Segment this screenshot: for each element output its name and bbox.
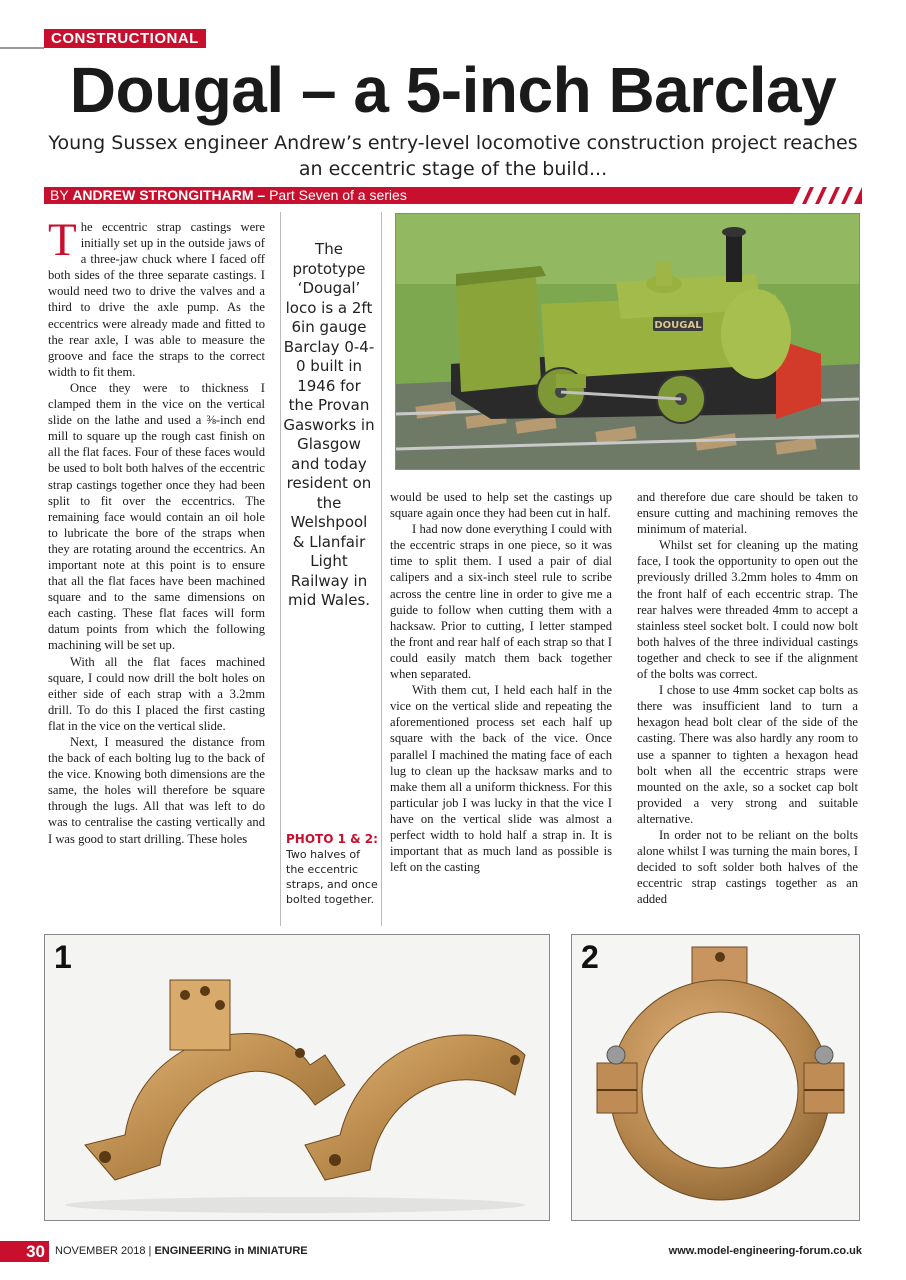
section-tag: CONSTRUCTIONAL: [44, 29, 206, 48]
locomotive-illustration: [396, 214, 859, 469]
bolted-eccentric-strap-illustration: [572, 935, 859, 1220]
paragraph: In order not to be reliant on the bolts alone whilst I was turning the main bores, I decided to soft solder both halves of the eccentric strap castings together as an added: [637, 827, 858, 907]
column-divider: [381, 212, 382, 926]
paragraph: would be used to help set the castings up square again once they had been cut in half.: [390, 490, 612, 521]
paragraph: Next, I measured the distance from the back of each bolting lug to the back of the vice. Knowing both dimensions are the same, the holes will therefore be square through the lugs. All that was left to do was to centralise the casting vertically and I was good to start drilling. These holes: [48, 735, 265, 846]
article-column-3: [637, 489, 858, 907]
footer-website: www.model-engineering-forum.co.uk: [668, 1245, 862, 1257]
eccentric-strap-halves-illustration: [45, 935, 549, 1220]
paragraph: Whilst set for cleaning up the mating face, I took the opportunity to open out the previously drilled 3.2mm holes to 4mm on the front half of each eccentric strap. The rear halves were threaded 4mm to accept a stainless steel socket bolt. I could now bolt both halves of the three individual castings together and check to see if the alignment of the bolts was correct.: [637, 538, 858, 682]
column-divider: [280, 212, 281, 926]
photo-number: 1: [54, 939, 72, 975]
paragraph: Once they were to thickness I clamped them in the vice on the vertical slide on the lathe and used a ⅜-inch end mill to square up the rough cast finish on all the flat faces. Four of these faces would be used to bolt both halves of the eccentric strap castings together once they had been split to fit over the eccentrics. The remaining face would contain an oil hole to lubricate the bore of the straps when they are rotating around the eccentrics. An important note at this point is to ensure that all the flat faces have been machined square and to the same dimensions on each casting. These flat faces will form datum points from which the following machining will be set up.: [48, 380, 265, 653]
paragraph: The eccentric strap castings were initially set up in the outside jaws of a three-jaw chuck where I faced off both sides of the three separate castings. I would need two to drive the valves and a third to drive the axle pump. As the eccentrics were already made and fitted to the rear axle, I was able to measure the groove and face the straps to the correct width to fit them.: [48, 214, 265, 379]
photo-1: [44, 934, 550, 1221]
decorative-stripes: [797, 187, 858, 204]
page-footer: [0, 1240, 906, 1264]
byline-prefix: BY: [50, 187, 73, 203]
paragraph: With all the flat faces machined square, I could now drill the bolt holes on either side of each strap with a 3.2mm drill. To do this I placed the first casting flat in the vice on the vertical slide.: [48, 654, 265, 733]
paragraph: With them cut, I held each half in the vice on the vertical slide and repeating the aforementioned process set each half up square with the back of the vice. Once parallel I machined the mating face of each lug to clean up the hacksaw marks and to make them all a uniform thickness. For this particular job I was lucky in that the vice I have on the vertical slide was almost a perfect width to hold half a strap in. It is important that as much land as possible is left on the casting: [390, 683, 612, 875]
article-column-1: [48, 214, 265, 847]
photo-number: 2: [581, 939, 599, 975]
loco-nameplate: DOUGAL: [654, 320, 702, 331]
paragraph: and therefore due care should be taken to ensure cutting and machining removes the minimum of material.: [637, 490, 858, 537]
paragraph: I chose to use 4mm socket cap bolts as there was insufficient land to turn a hexagon head bolt clear of the side of the casting. There was also hardly any room to use a spanner to tighten a hexagon head bolt when all the eccentric straps were mounted on the axle, so a socket cap bolt provided a very strong and suitable alternative.: [637, 683, 858, 826]
header-rule: [0, 47, 44, 49]
article-title: Dougal – a 5-inch Barclay: [69, 54, 837, 126]
article-subtitle: Young Sussex engineer Andrew’s entry-level locomotive construction project reaches an eccentric stage of the build...: [48, 132, 858, 180]
caption-label: PHOTO 1 & 2:: [286, 832, 378, 846]
caption-text: Two halves of the eccentric straps, and once bolted together.: [286, 848, 378, 906]
drop-cap: T: [48, 214, 77, 266]
page-number: 30: [0, 1241, 49, 1262]
byline-series: Part Seven of a series: [265, 187, 407, 203]
magazine-name: ENGINEERING in MINIATURE: [154, 1245, 308, 1257]
footer-issue: NOVEMBER 2018 | ENGINEERING in MINIATURE: [55, 1245, 308, 1257]
locomotive-photo: [395, 213, 860, 470]
byline-bar: [44, 187, 862, 204]
byline-author: ANDREW STRONGITHARM –: [72, 187, 266, 203]
photo-2: [571, 934, 860, 1221]
photo-caption: [286, 832, 380, 907]
article-column-2: [390, 489, 612, 875]
paragraph: I had now done everything I could with the eccentric straps in one piece, so it was time to split them. I used a pair of dial calipers and a six-inch steel rule to scribe across the centre line in order to give me a guide to follow when cutting them with a hacksaw. Prior to cutting, I letter stamped the front and rear half of each strap so that I could easily match them back together when separated.: [390, 522, 612, 682]
sidebar-quote: The prototype ‘Dougal’ loco is a 2ft 6in gauge Barclay 0-4-0 built in 1946 for the Provan Gasworks in Glasgow and today resident on the Welshpool & Llanfair Light Railway in mid Wales.: [283, 240, 375, 609]
